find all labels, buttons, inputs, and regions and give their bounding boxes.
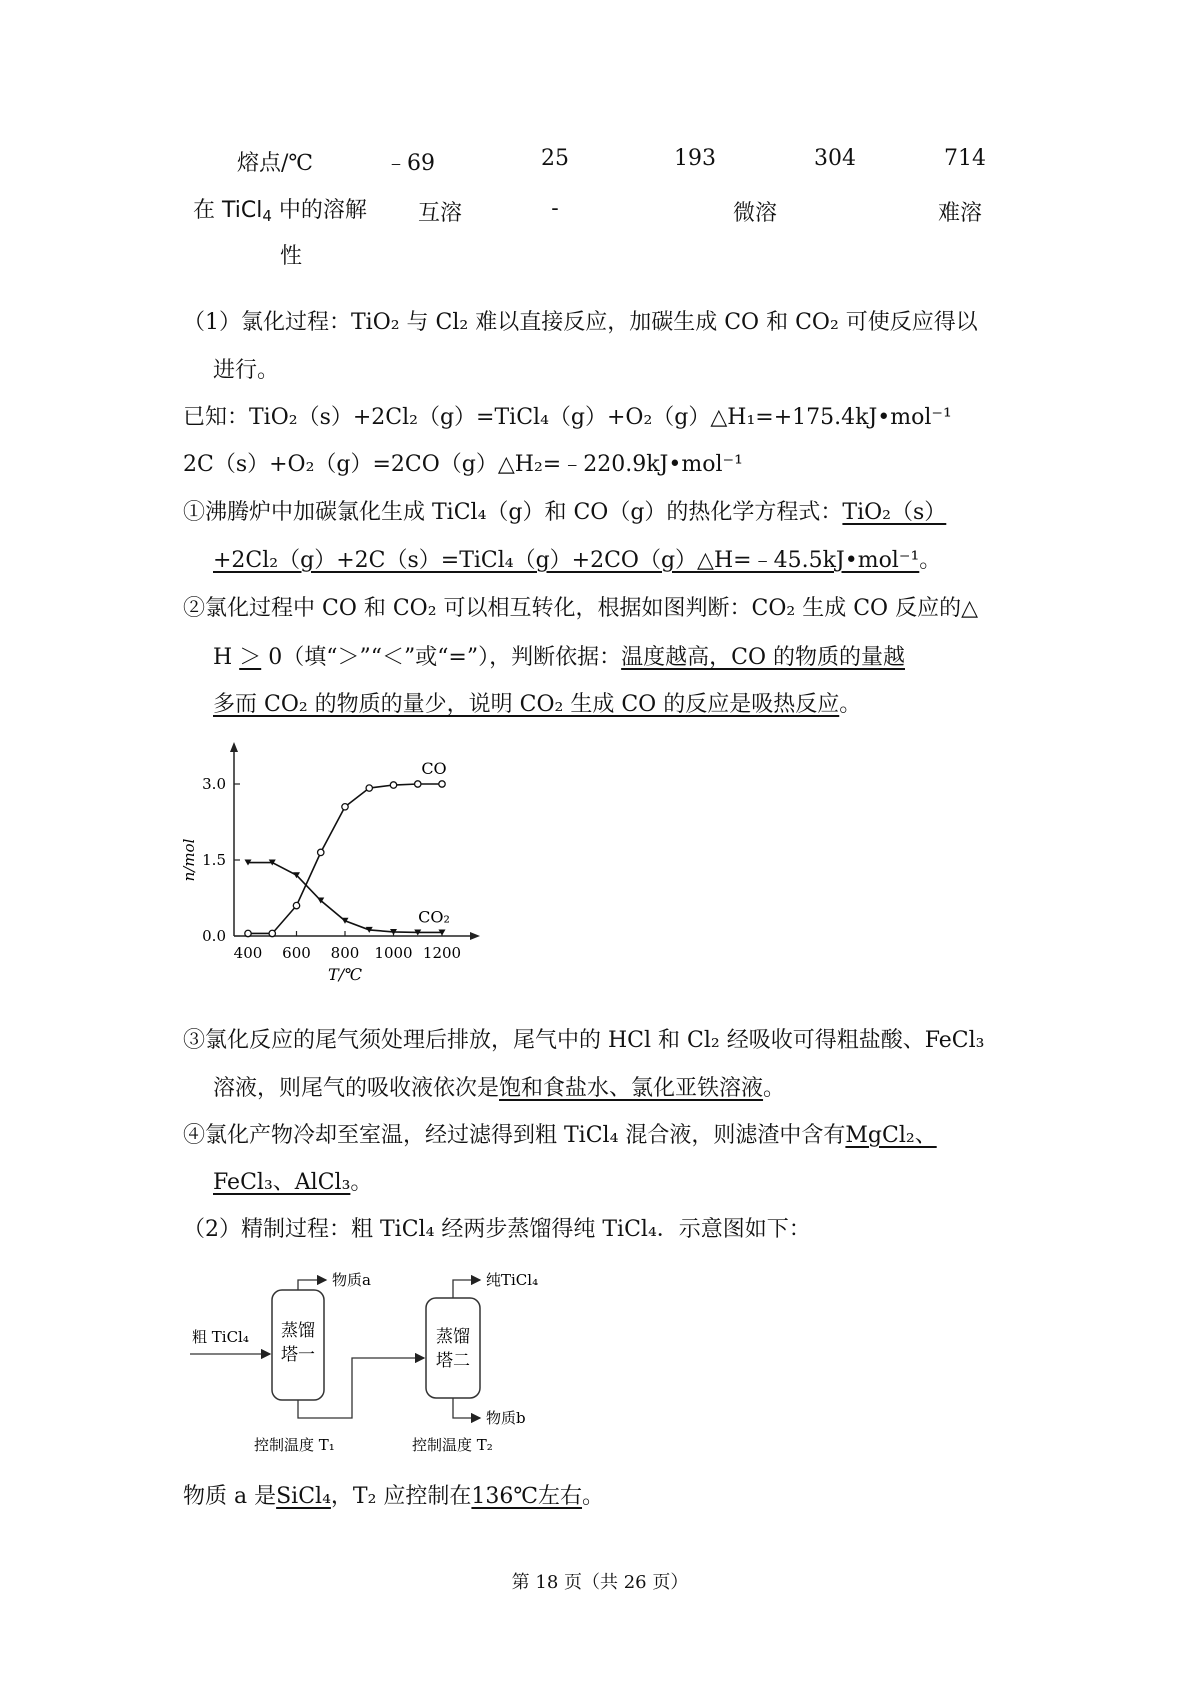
table-cell: 25 — [541, 146, 569, 171]
answer-blank: 多而 CO₂ 的物质的量少，说明 CO₂ 生成 CO 的反应是吸热反应 — [213, 692, 840, 717]
q2-intro: （2）精制过程：粗 TiCl₄ 经两步蒸馏得纯 TiCl₄．示意图如下： — [183, 1217, 811, 1242]
y-tick-label: 0.0 — [202, 927, 226, 945]
table-cell: 难溶 — [937, 201, 982, 226]
table-cell: 微溶 — [732, 201, 777, 226]
input-label: 粗 TiCl₄ — [192, 1328, 249, 1346]
answer-blank: FeCl₃、AlCl₃ — [213, 1170, 351, 1195]
answer-blank: MgCl₂、 — [845, 1123, 937, 1148]
answer-blank: 温度越高，CO 的物质的量越 — [621, 645, 905, 670]
table-row-label-melting: 熔点/℃ — [236, 151, 314, 176]
series-label-co2: CO₂ — [418, 907, 450, 927]
tower-2 — [426, 1298, 480, 1398]
q1-step4-line2: FeCl₃、AlCl₃。 — [213, 1170, 373, 1195]
table-cell: 193 — [674, 146, 716, 171]
data-point-co — [415, 781, 421, 787]
q2-answer-line: 物质 a 是SiCl₄，T₂ 应控制在136℃左右。 — [183, 1484, 605, 1509]
x-tick-label: 1000 — [374, 944, 413, 962]
q1-intro-line2: 进行。 — [213, 358, 280, 383]
answer-blank: SiCl₄ — [276, 1484, 331, 1509]
page-footer: 第 18 页（共 26 页） — [511, 1572, 689, 1593]
table-cell: ﹣69 — [385, 151, 435, 176]
q1-step1-line1: ①沸腾炉中加碳氯化生成 TiCl₄（g）和 CO（g）的热化学方程式：TiO₂（s） — [183, 500, 947, 525]
q1-step3-line2: 溶液，则尾气的吸收液依次是饱和食盐水、氯化亚铁溶液。 — [213, 1076, 786, 1101]
answer-blank: +2Cl₂（g）+2C（s）=TiCl₄（g）+2CO（g）△H=﹣45.5kJ•mol⁻¹ — [213, 548, 920, 573]
y-tick-label: 1.5 — [202, 851, 226, 869]
x-axis-arrow — [470, 932, 480, 940]
tower-2-label-bottom: 塔二 — [436, 1351, 470, 1371]
q1-step1-line2: +2Cl₂（g）+2C（s）=TiCl₄（g）+2CO（g）△H=﹣45.5kJ•mol⁻¹。 — [213, 548, 942, 573]
table-row-label-solubility-cont: 性 — [280, 244, 303, 269]
series-label-co: CO — [421, 759, 447, 778]
q1-step2-line1: ②氯化过程中 CO 和 CO₂ 可以相互转化，根据如图判断：CO₂ 生成 CO 反应的△ — [183, 596, 978, 621]
output-pure-label: 纯TiCl₄ — [486, 1271, 539, 1289]
tower-2-label-top: 蒸馏 — [436, 1327, 470, 1347]
tower-1-label-top: 蒸馏 — [281, 1321, 315, 1341]
x-axis-label: T/℃ — [328, 965, 362, 984]
data-point-co — [318, 849, 324, 855]
data-point-co — [366, 785, 372, 791]
q1-step2-line2: H ＞ 0（填“＞”“＜”或“=”），判断依据：温度越高，CO 的物质的量越 — [213, 645, 905, 670]
data-point-co2 — [342, 918, 349, 924]
data-point-co — [245, 930, 251, 936]
q1-step3-line1: ③氯化反应的尾气须处理后排放，尾气中的 HCl 和 Cl₂ 经吸收可得粗盐酸、FeCl₃ — [183, 1028, 985, 1053]
x-tick-label: 1200 — [422, 944, 462, 962]
table-cell: - — [551, 196, 559, 221]
table-cell: 714 — [944, 146, 986, 171]
data-point-co — [269, 930, 275, 936]
y-axis-arrow — [230, 742, 238, 752]
y-tick-label: 3.0 — [202, 775, 226, 793]
output-b-label: 物质b — [486, 1409, 526, 1427]
co-co2-chart — [180, 740, 540, 1000]
q1-step2-line3: 多而 CO₂ 的物质的量少，说明 CO₂ 生成 CO 的反应是吸热反应。 — [213, 692, 862, 717]
q1-known-1: 已知：TiO₂（s）+2Cl₂（g）=TiCl₄（g）+O₂（g）△H₁=+175.4kJ•mol⁻¹ — [183, 405, 952, 430]
output-a-label: 物质a — [332, 1271, 371, 1289]
table-cell: 互溶 — [417, 201, 462, 226]
x-tick-label: 400 — [233, 944, 263, 962]
answer-blank: ＞ — [239, 645, 262, 670]
q1-intro-line1: （1）氯化过程：TiO₂ 与 Cl₂ 难以直接反应，加碳生成 CO 和 CO₂ 可使反应得以 — [183, 310, 978, 335]
tower-1-label-bottom: 塔一 — [281, 1345, 315, 1365]
data-point-co — [293, 902, 299, 908]
q1-step4-line1: ④氯化产物冷却至室温，经过滤得到粗 TiCl₄ 混合液，则滤渣中含有MgCl₂、 — [183, 1123, 937, 1148]
distillation-diagram — [180, 1258, 580, 1458]
answer-blank: 136℃左右 — [471, 1484, 583, 1509]
table-cell: 304 — [814, 146, 856, 171]
data-point-co — [342, 804, 348, 810]
temp-2-label: 控制温度 T₂ — [412, 1436, 493, 1454]
temp-1-label: 控制温度 T₁ — [254, 1436, 335, 1454]
data-point-co — [439, 781, 445, 787]
table-row-label-solubility: 在 TiCl$_4$ 中的溶解 — [193, 198, 367, 225]
x-tick-label: 600 — [282, 944, 311, 962]
data-point-co — [390, 782, 396, 788]
answer-blank: TiO₂（s） — [842, 500, 947, 525]
answer-blank: 饱和食盐水、氯化亚铁溶液 — [499, 1076, 764, 1101]
x-tick-label: 800 — [330, 944, 360, 962]
q1-known-2: 2C（s）+O₂（g）=2CO（g）△H₂=﹣220.9kJ•mol⁻¹ — [183, 452, 743, 477]
y-axis-label: n/mol — [180, 838, 198, 882]
